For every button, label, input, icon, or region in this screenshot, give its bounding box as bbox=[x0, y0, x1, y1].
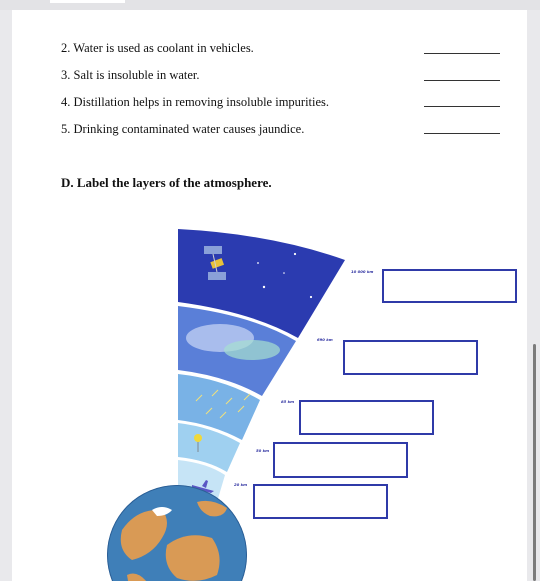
section-d-heading: D. Label the layers of the atmosphere. bbox=[61, 175, 272, 190]
scrollbar[interactable] bbox=[533, 344, 536, 581]
label-box-exosphere[interactable] bbox=[382, 269, 517, 303]
label-box-mesosphere[interactable] bbox=[299, 400, 434, 435]
altitude-label-85km: 85 km bbox=[281, 399, 295, 404]
earth-globe bbox=[107, 485, 247, 581]
worksheet-page bbox=[12, 10, 527, 581]
altitude-label-690km: 690 km bbox=[317, 337, 333, 342]
altitude-label-50km: 50 km bbox=[256, 448, 270, 453]
altitude-label-10000km: 10 000 km bbox=[351, 269, 374, 274]
browser-top-strip bbox=[0, 0, 540, 10]
label-box-troposphere[interactable] bbox=[253, 484, 388, 519]
statement-4: 4. Distillation helps in removing insoluble impurities. bbox=[61, 95, 330, 109]
statement-3: 3. Salt is insoluble in water. bbox=[61, 68, 200, 82]
label-box-thermosphere[interactable] bbox=[343, 340, 478, 375]
statement-2: 2. Water is used as coolant in vehicles. bbox=[61, 41, 254, 55]
altitude-label-20km: 20 km bbox=[234, 482, 248, 487]
aurora-glow bbox=[224, 340, 280, 360]
statement-5: 5. Drinking contaminated water causes jaundice. bbox=[61, 122, 305, 136]
label-box-stratosphere[interactable] bbox=[273, 442, 408, 478]
top-strip-highlight bbox=[50, 0, 125, 3]
